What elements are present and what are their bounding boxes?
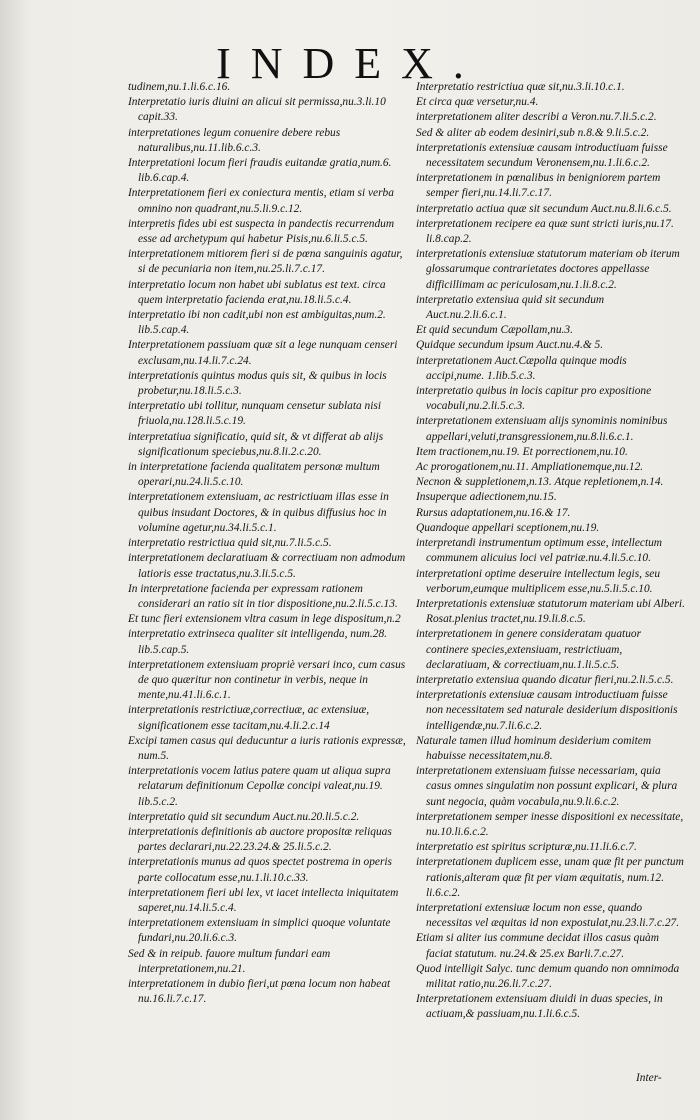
index-entry: tudinem,nu.1.li.6.c.16. [128,81,231,93]
index-entry: Item tractionem,nu.19. Et porrectionem,nu.10. [416,445,628,458]
page-title: INDEX. [216,39,484,88]
index-entry: interpretationis quintus modus quis sit, & quibus in locis probetur,nu.18.li.5.c.3. [128,369,387,398]
index-entry: interpretationem in pœnalibus in benigniorem partem semper fieri,nu.14.li.7.c.17. [416,172,661,200]
index-entry: interpretatio extensiua quando dicatur fieri,nu.2.li.5.c.5. [416,673,674,686]
index-entry: interpretatiua significatio, quid sit, & vt differat ab alijs significationum speciebus,nu.8.li.2.c.20. [128,430,384,458]
index-entry: Interpretationem fieri ex coniectura mentis, etiam si verba omnino non quadrant,nu.5.li.9.c.12. [128,187,394,215]
index-entry: interpretationem extensiuam alijs synominis nominibus appellari,veluti,transgressionem,nu.8.li.6.c.1. [416,415,668,443]
index-entry: interpretis fides ubi est suspecta in pandectis recurrendum esse ad archetypum qui habetur Pisis,nu.6.li.5.c.5. [128,217,395,246]
index-entry: Sed & in reipub. fauore multum fundari eam interpretationem,nu.21. [128,947,331,975]
index-entry: Insuperque adiectionem,nu.15. [416,491,557,504]
index-entry: interpretatio quibus in locis capitur pro expositione vocabuli,nu.2.li.5.c.3. [416,385,652,413]
index-entry: interpretationem extensiuam fuisse necessariam, quia casus omnes singulatim non possunt explicari, & plura sunt negocia, quàm vocabula,nu.9.li.6.c.2. [416,765,678,808]
index-entry: interpretatio ubi tollitur, nunquam censetur sublata nisi friuola,nu.128.li.5.c.19. [128,400,382,428]
index-entry: Quidque secundum ipsum Auct.nu.4.& 5. [416,339,604,352]
index-entry: interpretationis vocem latius patere quam ut aliqua supra relatarum definitionum Cepollæ concipi valeat,nu.19. lib.5.c.2. [128,765,391,808]
left-column [128,80,410,1007]
index-entry: interpretatio locum non habet ubi sublatus est text. circa quem interpretatio facienda erat,nu.18.li.5.c.4. [128,278,386,306]
index-entry: interpretationis restrictiuæ,correctiuæ, ac extensiuæ, significationem esse tacitam,nu.4.li.2.c.14 [128,704,370,732]
index-entry: interpretationem extensiuam propriè versari inco, cum casus de quo quæritur non continetur in verbis, neque in mente,nu.41.li.6.c.1. [128,658,406,702]
index-entry: interpretationi optime deseruire intellectum legis, seu verborum,eumque multiplicem esse,nu.5.li.5.c.10. [416,567,661,595]
index-entry: interpretatio actiua quæ sit secundum Auct.nu.8.li.6.c.5. [416,202,672,215]
index-entry: Et quid secundum Cæpollam,nu.3. [416,324,573,337]
index-entry: interpretationem aliter describi a Veron.nu.7.li.5.c.2. [416,111,657,124]
index-entry: In interpretatione facienda per expressam rationem considerari an ratio sit in tior dispositione,nu.2.li.5.c.13. [128,582,398,610]
index-entry: Rursus adaptationem,nu.16.& 17. [416,506,571,519]
index-entry: interpretationem recipere ea quæ sunt stricti iuris,nu.17. li.8.cap.2. [416,217,674,246]
index-entry: Interpretatio iuris diuini an alicui sit permissa,nu.3.li.10 capit.33. [128,96,386,124]
index-entry: Et tunc fieri extensionem vltra casum in lege dispositum,n.2 [128,613,401,626]
index-entry: Interpretationi locum fieri fraudis euitandæ gratia,num.6. lib.6.cap.4. [128,157,392,185]
index-entry: interpretationis extensiuæ statutorum materiam ob iterum glossarumque contrarietates doctores appellasse difficillimam ac periculosam,nu.1.li.8.c.2. [416,248,680,291]
index-entry: Sed & aliter ab eodem desiniri,sub n.8.& 9.li.5.c.2. [416,126,650,139]
index-entry: Naturale tamen illud hominum desiderium comitem habuisse necessitatem,nu.8. [416,734,652,762]
index-entry: interpretationem duplicem esse, unam quæ fit per punctum rationis,alteram quæ fit per viam æquitatis, num.12. li.6.c.2. [416,856,684,899]
index-entry: Quandoque appellari sceptionem,nu.19. [416,521,600,534]
index-entry: Interpretationem passiuam quæ sit a lege nunquam censeri exclusam,nu.14.li.7.c.24. [128,339,398,367]
index-entry: Interpretationem extensiuam diuidi in duas species, in actiuam,& passiuam,nu.1.li.6.c.5. [416,993,663,1021]
index-entry: interpretationem in dubio fieri,ut pœna locum non habeat nu.16.li.7.c.17. [128,977,391,1006]
index-entry: interpretationis definitionis ab auctore propositæ reliquas partes declarari,nu.22.23.24.& 25.li.5.c.2. [128,825,392,854]
index-entry: Interpretationis extensiuæ statutorum materiam ubi Alberi. Rosat.plenius tractet,nu.19.li.8.c.5. [416,597,685,626]
index-entry: Excipi tamen casus qui deducuntur a iuris rationis expressæ, num.5. [128,734,406,762]
index-entry: interpretationem extensiuam in simplici quoque voluntate fundari,nu.20.li.6.c.3. [128,917,391,945]
index-entry: interpretationi extensiuæ locum non esse, quando necessitas vel æquitas id non expostulat,nu.23.li.7.c.27. [416,901,680,930]
index-entry: interpretationem Auct.Cæpolla quinque modis accipi,nume. 1.lib.5.c.3. [416,354,627,382]
index-entry: interpretatio quid sit secundum Auct.nu.20.li.5.c.2. [128,810,360,823]
index-entry: Etiam si aliter ius commune decidat illos casus quàm faciat statutum. nu.24.& 25.ex Barli.7.c.27. [416,932,659,960]
index-entry: interpretatio extrinseca qualiter sit intelligenda, num.28. lib.5.cap.5. [128,628,387,656]
index-entry: interpretationem semper inesse dispositioni ex necessitate, nu.10.li.6.c.2. [416,810,684,838]
index-entry: Quod intelligit Salyc. tunc demum quando non omnimoda militat ratio,nu.26.li.7.c.27. [416,962,680,990]
index-entry: Interpretatio restrictiua quæ sit,nu.3.li.10.c.1. [416,81,625,93]
index-entry: interpretatio extensiua quid sit secundum Auct.nu.2.li.6.c.1. [416,293,605,322]
index-entry: Necnon & suppletionem,n.13. Atque repletionem,n.14. [416,476,664,489]
index-entry: interpretationes legum conuenire debere rebus naturalibus,nu.11.lib.6.c.3. [128,126,341,154]
index-entry: in interpretatione facienda qualitatem personæ multum operari,nu.24.li.5.c.10. [128,461,380,489]
index-entry: Et circa quæ versetur,nu.4. [416,96,539,109]
index-entry: interpretationem extensiuam, ac restrictiuam illas esse in quibus insudant Doctores, & in quibus diffusius hoc in volumine agetur,nu.34.li.5.c.1. [128,491,389,534]
right-column [416,80,686,1023]
index-entry: interpretatio est spiritus scripturæ,nu.11.li.6.c.7. [416,841,637,854]
index-entry: interpretatio ibi non cadit,ubi non est ambiguitas,num.2. lib.5.cap.4. [128,309,386,337]
index-entry: interpretationem in genere consideratam quatuor continere species,extensiuam, restrictiuam, declaratiuam, & correctiuam,nu.1.li.5.c.5. [416,628,642,671]
index-entry: interpretatio restrictiua quid sit,nu.7.li.5.c.5. [128,537,332,550]
index-entry: interpretationem fieri ubi lex, vt iacet intellecta iniquitatem saperet,nu.14.li.5.c.4. [128,886,399,914]
index-entry: interpretationis extensiuæ causam introductiuam fuisse necessitatem secundum Veronensem,nu.1.li.6.c.2. [416,141,668,170]
index-entry: interpretationis extensiuæ causam introductiuam fuisse non necessitatem sed naturale desiderium dispositionis intelligendæ,nu.7.li.6.c.2. [416,689,678,732]
index-entry: interpretandi instrumentum optimum esse, intellectum communem alicuius loci vel patriæ.nu.4.li.5.c.10. [416,537,663,565]
index-entry: interpretationem mitiorem fieri si de pœna sanguinis agatur, si de pecuniaria non item,nu.25.li.7.c.17. [128,248,403,276]
index-entry: Ac prorogationem,nu.11. Ampliationemque,nu.12. [416,461,644,474]
index-entry: interpretationem declaratiuam & correctiuam non admodum latioris esse tractatus,nu.3.li.5.c.5. [128,552,406,580]
catchword: Inter- [636,1072,662,1084]
index-entry: interpretationis munus ad quos spectet postrema in operis parte collocatum esse,nu.1.li.10.c.33. [128,856,392,884]
